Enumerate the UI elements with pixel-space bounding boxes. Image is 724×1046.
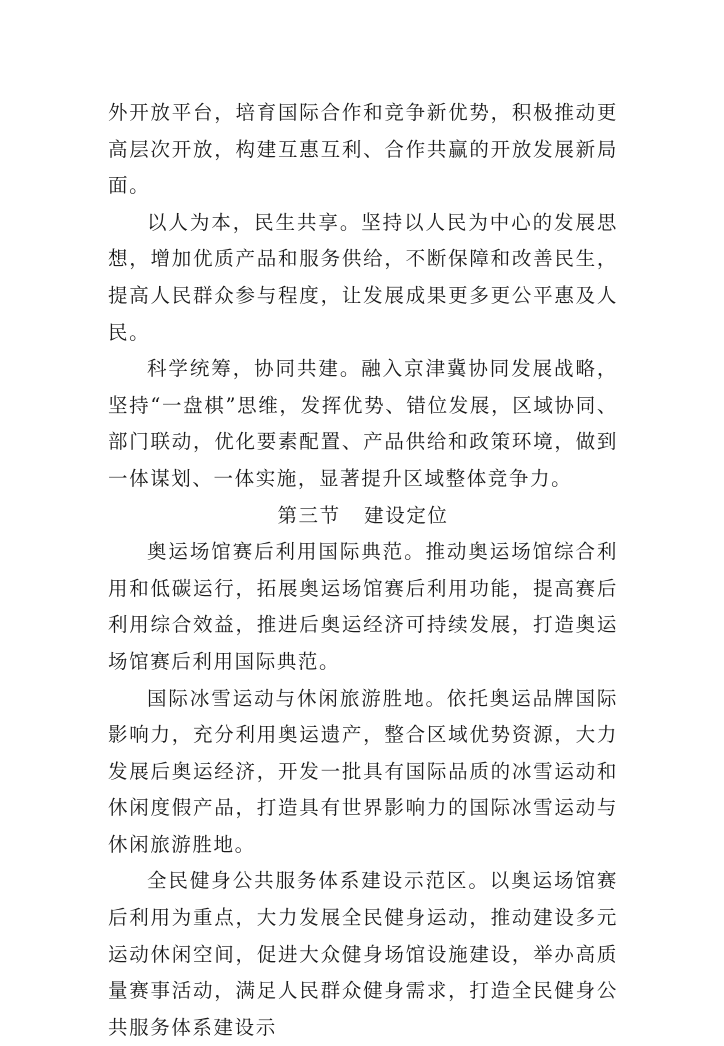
paragraph-people-oriented: 以人为本，民生共享。坚持以人民为中心的发展思想，增加优质产品和服务供给，不断保障和改善民生，提高人民群众参与程度，让发展成果更多更公平惠及人民。 xyxy=(108,210,618,344)
paragraph-opening-continuation: 外开放平台，培育国际合作和竞争新优势，积极推动更高层次开放，构建互惠互利、合作共赢的开放发展新局面。 xyxy=(108,101,618,198)
section-heading: 第三节 建设定位 xyxy=(277,503,449,527)
paragraph-coordinated-development: 科学统筹，协同共建。融入京津冀协同发展战略，坚持“一盘棋”思维，发挥优势、错位发展，区域协同、部门联动，优化要素配置、产品供给和政策环境，做到一体谋划、一体实施，显著提升区域整体竞争力。 xyxy=(108,357,618,490)
document-body xyxy=(108,95,618,1046)
paragraph-olympic-venues: 奥运场馆赛后利用国际典范。推动奥运场馆综合利用和低碳运行，拓展奥运场馆赛后利用功能，提高赛后利用综合效益，推进后奥运经济可持续发展，打造奥运场馆赛后利用国际典范。 xyxy=(108,540,618,673)
paragraph-ice-snow-tourism: 国际冰雪运动与休闲旅游胜地。依托奥运品牌国际影响力，充分利用奥运遗产，整合区域优势资源，大力发展后奥运经济，开发一批具有国际品质的冰雪运动和休闲度假产品，打造具有世界影响力的国际冰雪运动与休闲旅游胜地。 xyxy=(108,686,618,856)
paragraph-national-fitness: 全民健身公共服务体系建设示范区。以奥运场馆赛后利用为重点，大力发展全民健身运动，推动建设多元运动休闲空间，促进大众健身场馆设施建设，举办高质量赛事活动，满足人民群众健身需求，打造全民健身公共服务体系建设示 xyxy=(108,869,618,1039)
